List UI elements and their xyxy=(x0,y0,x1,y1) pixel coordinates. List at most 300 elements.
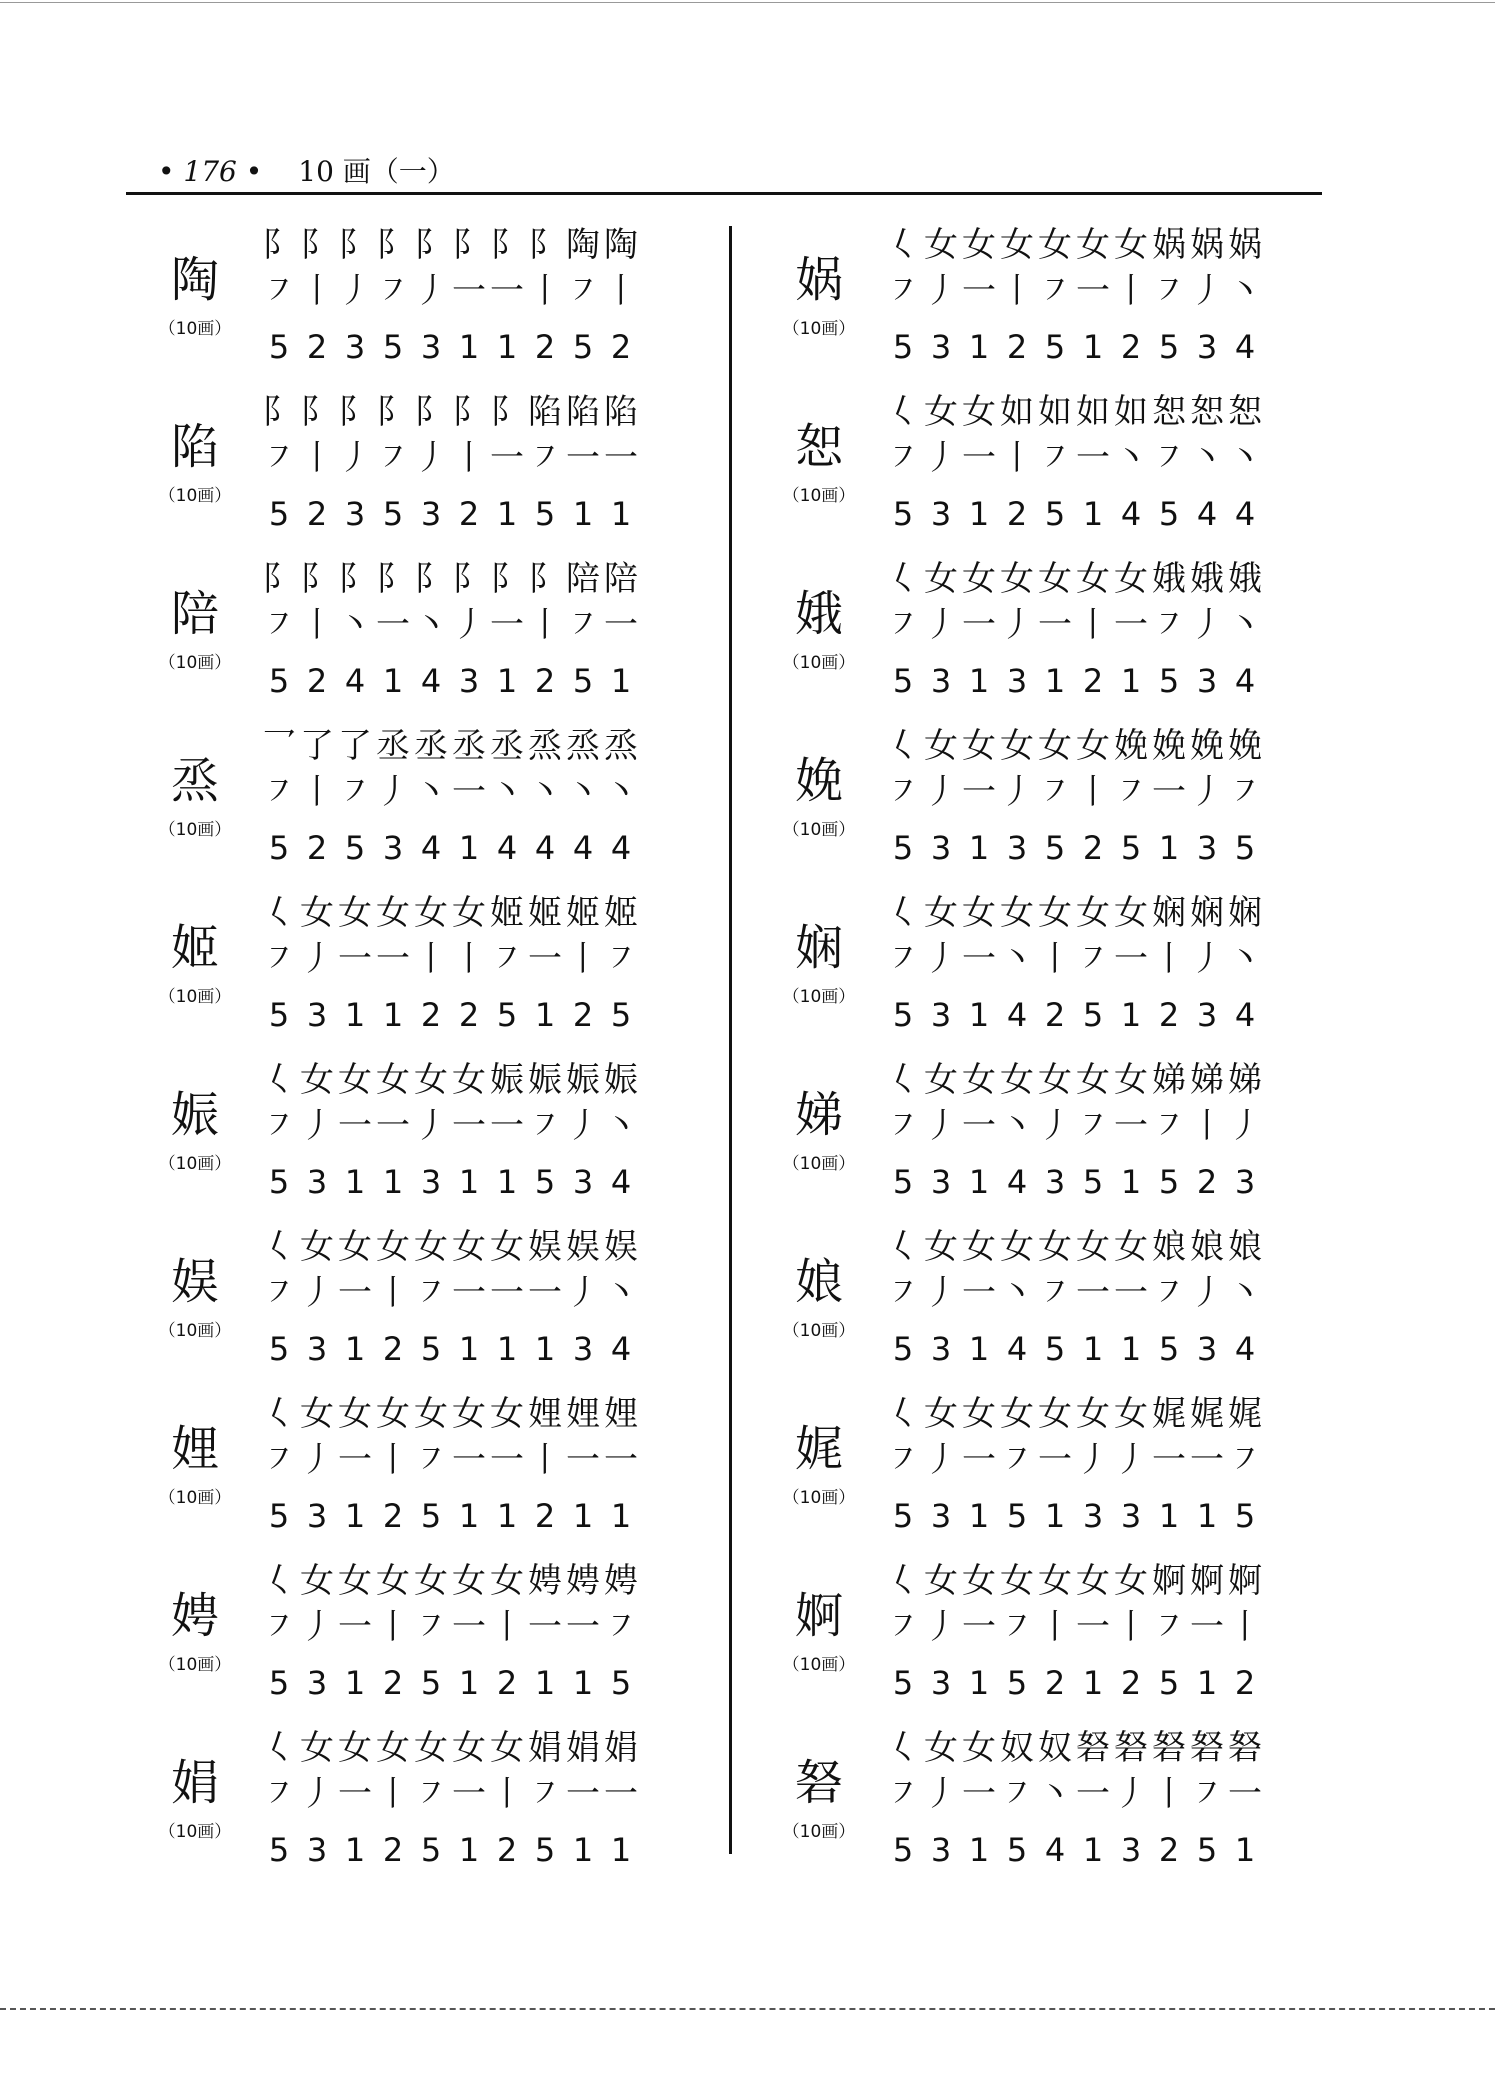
stroke-order-progression-cell: 娉 xyxy=(528,1561,562,1601)
stroke-shapes-row-cell: 一 xyxy=(452,1607,486,1647)
stroke-order-progression-cell: 娣 xyxy=(1190,1060,1224,1100)
stroke-order-progression xyxy=(884,1391,1264,1437)
stroke-shapes-row-cell: 丶 xyxy=(566,772,600,812)
stroke-shapes-row-cell: 丨 xyxy=(1076,605,1110,645)
stroke-order-progression-cell: 娲 xyxy=(1190,225,1224,265)
stroke-codes-row-cell: 3 xyxy=(306,1330,328,1368)
stroke-shapes-row-cell: 一 xyxy=(962,1607,996,1647)
stroke-order-progression-cell: 女 xyxy=(338,1394,372,1434)
stroke-codes-row-cell: 3 xyxy=(420,495,442,533)
stroke-shapes-row-cell: 丿 xyxy=(1190,772,1224,812)
stroke-codes-row-cell: 5 xyxy=(268,1831,290,1869)
stroke-codes-row-cell: 5 xyxy=(892,1831,914,1869)
stroke-codes-row-cell: 5 xyxy=(268,829,290,867)
stroke-codes-row-cell: 1 xyxy=(610,1831,632,1869)
stroke-order-progression-cell: ⻖ xyxy=(262,225,296,265)
stroke-codes-row-cell: 2 xyxy=(382,1330,404,1368)
stroke-shapes-row-cell: ㇇ xyxy=(262,1106,296,1146)
stroke-order-progression xyxy=(260,1224,640,1270)
stroke-codes-row-cell: 5 xyxy=(1082,1163,1104,1201)
stroke-codes-row-cell: 5 xyxy=(610,1664,632,1702)
stroke-shapes-row-cell: 丨 xyxy=(490,1774,524,1814)
stroke-shapes-row-cell: 丨 xyxy=(1000,271,1034,311)
stroke-order-progression-cell: 女 xyxy=(1076,1060,1110,1100)
stroke-codes-row-cell: 3 xyxy=(930,1664,952,1702)
stroke-shapes-row-cell: 一 xyxy=(1114,605,1148,645)
stroke-shapes-row-cell: ㇇ xyxy=(1228,1440,1262,1480)
stroke-codes-row-cell: 2 xyxy=(1082,662,1104,700)
stroke-codes-row-cell: 5 xyxy=(268,1664,290,1702)
stroke-shapes-row-cell: 丨 xyxy=(376,1607,410,1647)
stroke-order-progression-cell: 婀 xyxy=(1228,1561,1262,1601)
stroke-codes-row-cell: 1 xyxy=(382,662,404,700)
stroke-shapes-row xyxy=(260,1771,640,1817)
stroke-order-progression-cell: 女 xyxy=(924,392,958,432)
stroke-order-progression-cell: 女 xyxy=(376,1394,410,1434)
stroke-order-progression-cell: 女 xyxy=(338,1728,372,1768)
headword-character: 烝 xyxy=(170,753,219,809)
header-rule xyxy=(126,192,1322,195)
character-entry xyxy=(764,1558,1324,1708)
stroke-shapes-row xyxy=(884,1771,1264,1817)
stroke-codes-row-cell: 2 xyxy=(1158,1831,1180,1869)
stroke-codes-row-cell: 1 xyxy=(1082,495,1104,533)
stroke-codes-row xyxy=(260,493,640,535)
stroke-order-progression-cell: 女 xyxy=(962,1060,996,1100)
stroke-shapes-row-cell: 丶 xyxy=(414,605,448,645)
stroke-shapes-row-cell: 一 xyxy=(604,605,638,645)
stroke-codes-row-cell: 1 xyxy=(496,328,518,366)
bottom-rule xyxy=(0,2008,1495,2010)
character-entry xyxy=(764,1224,1324,1374)
stroke-codes-row xyxy=(884,660,1264,702)
stroke-order-progression-cell: 女 xyxy=(414,1227,448,1267)
stroke-order-progression-cell: 女 xyxy=(1038,1060,1072,1100)
stroke-shapes-row-cell: 丨 xyxy=(300,772,334,812)
stroke-order-progression-cell: 女 xyxy=(376,893,410,933)
stroke-shapes-row-cell: 丨 xyxy=(528,271,562,311)
stroke-codes-row-cell: 1 xyxy=(572,495,594,533)
stroke-codes-row-cell: 1 xyxy=(610,662,632,700)
stroke-order-progression-cell: 阝 xyxy=(338,225,372,265)
stroke-codes-row-cell: 2 xyxy=(306,829,328,867)
stroke-shapes-row-cell: ㇇ xyxy=(566,605,600,645)
stroke-shapes-row-cell: 丿 xyxy=(1190,271,1224,311)
stroke-shapes-row-cell: 一 xyxy=(1076,1774,1110,1814)
stroke-shapes-row-cell: ㇇ xyxy=(528,1774,562,1814)
stroke-shapes-row-cell: 一 xyxy=(338,1774,372,1814)
stroke-shapes-row-cell: 丨 xyxy=(414,939,448,979)
stroke-shapes-row-cell: 一 xyxy=(1038,605,1072,645)
stroke-order-progression-cell: 𡿨 xyxy=(262,1394,296,1434)
stroke-order-progression-cell: 女 xyxy=(452,893,486,933)
stroke-codes-row-cell: 1 xyxy=(382,996,404,1034)
stroke-order-progression-cell: 女 xyxy=(1000,1060,1034,1100)
stroke-shapes-row-cell: 丶 xyxy=(414,772,448,812)
stroke-order-progression-cell: 女 xyxy=(452,1728,486,1768)
character-entry xyxy=(140,1224,700,1374)
stroke-shapes-row-cell: 一 xyxy=(528,1273,562,1313)
stroke-shapes-row-cell: 丿 xyxy=(414,271,448,311)
stroke-order-progression-cell: 娘 xyxy=(1190,1227,1224,1267)
stroke-order-progression-cell: 娩 xyxy=(1114,726,1148,766)
stroke-codes-row-cell: 5 xyxy=(420,1330,442,1368)
stroke-codes-row-cell: 2 xyxy=(1044,1664,1066,1702)
stroke-codes-row-cell: 3 xyxy=(1044,1163,1066,1201)
stroke-shapes-row-cell: 丨 xyxy=(376,1774,410,1814)
stroke-codes-row-cell: 5 xyxy=(1158,662,1180,700)
stroke-order-progression-cell: 𡿨 xyxy=(886,1728,920,1768)
stroke-codes-row-cell: 1 xyxy=(344,1831,366,1869)
stroke-codes-row-cell: 2 xyxy=(534,662,556,700)
stroke-shapes-row-cell: 一 xyxy=(528,1607,562,1647)
stroke-order-progression-cell: 女 xyxy=(414,893,448,933)
stroke-codes-row-cell: 1 xyxy=(1196,1664,1218,1702)
stroke-shapes-row xyxy=(884,1437,1264,1483)
stroke-order-progression-cell: 阝 xyxy=(376,559,410,599)
stroke-shapes-row-cell: ㇇ xyxy=(414,1607,448,1647)
character-entry xyxy=(764,222,1324,372)
stroke-order-progression-cell: 𡿨 xyxy=(262,1060,296,1100)
stroke-order-progression xyxy=(884,1558,1264,1604)
stroke-codes-row-cell: 5 xyxy=(892,328,914,366)
stroke-order-progression-cell: 娉 xyxy=(566,1561,600,1601)
stroke-shapes-row-cell: 丶 xyxy=(604,1106,638,1146)
stroke-codes-row-cell: 5 xyxy=(268,328,290,366)
stroke-shapes-row xyxy=(884,1103,1264,1149)
stroke-codes-row-cell: 5 xyxy=(1158,1330,1180,1368)
stroke-shapes-row-cell: ㇇ xyxy=(1152,605,1186,645)
stroke-codes-row-cell: 2 xyxy=(496,1831,518,1869)
stroke-shapes-row-cell: 丨 xyxy=(452,939,486,979)
stroke-codes-row-cell: 4 xyxy=(1006,1163,1028,1201)
stroke-order-progression-cell: 娴 xyxy=(1190,893,1224,933)
stroke-order-progression-cell: 女 xyxy=(1076,559,1110,599)
stroke-shapes-row-cell: 丨 xyxy=(1152,939,1186,979)
stroke-order-progression-cell: 女 xyxy=(962,225,996,265)
stroke-shapes-row-cell: 丨 xyxy=(376,1273,410,1313)
stroke-shapes-row-cell: 一 xyxy=(962,438,996,478)
stroke-order-progression-cell: 女 xyxy=(300,893,334,933)
stroke-order-progression-cell: 女 xyxy=(300,1728,334,1768)
stroke-shapes-row-cell: 一 xyxy=(338,939,372,979)
stroke-count-tag: （10画） xyxy=(782,319,856,339)
stroke-count-tag: （10画） xyxy=(782,486,856,506)
stroke-order-progression xyxy=(884,222,1264,268)
stroke-shapes-row-cell: ㇇ xyxy=(338,772,372,812)
stroke-shapes-row-cell: 丶 xyxy=(1000,939,1034,979)
stroke-shapes-row-cell: 丿 xyxy=(452,605,486,645)
stroke-shapes-row-cell: 一 xyxy=(962,1273,996,1313)
stroke-order-progression-cell: 女 xyxy=(924,1227,958,1267)
stroke-order-progression-cell: 阝 xyxy=(528,559,562,599)
stroke-shapes-row-cell: 丿 xyxy=(1000,605,1034,645)
stroke-order-progression xyxy=(260,1558,640,1604)
stroke-shapes-row xyxy=(884,769,1264,815)
stroke-shapes-row-cell: 丿 xyxy=(300,939,334,979)
stroke-codes-row xyxy=(260,326,640,368)
stroke-codes-row-cell: 5 xyxy=(892,1497,914,1535)
stroke-shapes-row-cell: ㇇ xyxy=(1076,1106,1110,1146)
stroke-order-progression-cell: 女 xyxy=(414,1561,448,1601)
stroke-codes-row-cell: 1 xyxy=(458,328,480,366)
stroke-order-progression-cell: 女 xyxy=(300,1394,334,1434)
stroke-shapes-row-cell: 一 xyxy=(490,1273,524,1313)
stroke-codes-row-cell: 2 xyxy=(1196,1163,1218,1201)
stroke-codes-row-cell: 2 xyxy=(1234,1664,1256,1702)
stroke-codes-row xyxy=(260,994,640,1036)
stroke-shapes-row-cell: 丶 xyxy=(490,772,524,812)
stroke-order-progression-cell: 女 xyxy=(452,1060,486,1100)
stroke-codes-row-cell: 2 xyxy=(610,328,632,366)
stroke-codes-row-cell: 5 xyxy=(1006,1831,1028,1869)
character-entry xyxy=(140,222,700,372)
stroke-codes-row-cell: 1 xyxy=(968,1163,990,1201)
stroke-order-progression-cell: 女 xyxy=(924,1561,958,1601)
stroke-count-tag: （10画） xyxy=(158,319,232,339)
stroke-order-progression xyxy=(260,389,640,435)
stroke-shapes-row-cell: ㇇ xyxy=(1152,1273,1186,1313)
stroke-codes-row-cell: 3 xyxy=(930,996,952,1034)
character-entry xyxy=(140,1391,700,1541)
stroke-shapes-row-cell: 一 xyxy=(1152,772,1186,812)
stroke-order-progression-cell: 姬 xyxy=(604,893,638,933)
stroke-shapes-row-cell: 一 xyxy=(604,1440,638,1480)
stroke-shapes-row-cell: 一 xyxy=(1114,939,1148,979)
stroke-order-progression-cell: 女 xyxy=(338,893,372,933)
stroke-shapes-row-cell: 一 xyxy=(1228,1774,1262,1814)
headword-character: 娩 xyxy=(794,753,843,809)
headword-character: 娴 xyxy=(794,920,843,976)
stroke-codes-row-cell: 4 xyxy=(344,662,366,700)
stroke-codes-row xyxy=(884,1328,1264,1370)
stroke-order-progression-cell: 阝 xyxy=(338,559,372,599)
stroke-shapes-row-cell: 一 xyxy=(338,1106,372,1146)
stroke-codes-row-cell: 1 xyxy=(458,1330,480,1368)
stroke-shapes-row-cell: 一 xyxy=(490,605,524,645)
stroke-shapes-row-cell: 丶 xyxy=(338,605,372,645)
stroke-order-progression-cell: 娟 xyxy=(604,1728,638,1768)
stroke-order-progression-cell: 阝 xyxy=(338,392,372,432)
stroke-shapes-row-cell: 丨 xyxy=(528,605,562,645)
stroke-order-progression-cell: 娥 xyxy=(1228,559,1262,599)
stroke-order-progression-cell: 女 xyxy=(1000,1561,1034,1601)
stroke-order-progression-cell: 阝 xyxy=(490,392,524,432)
stroke-codes-row-cell: 1 xyxy=(1082,1664,1104,1702)
stroke-order-progression-cell: 丞 xyxy=(376,726,410,766)
stroke-order-progression-cell: 阝 xyxy=(452,559,486,599)
stroke-shapes-row-cell: 一 xyxy=(962,605,996,645)
stroke-shapes-row-cell: 丿 xyxy=(300,1106,334,1146)
stroke-codes-row xyxy=(884,493,1264,535)
stroke-order-progression-cell: 丞 xyxy=(490,726,524,766)
stroke-shapes-row-cell: ㇇ xyxy=(1038,271,1072,311)
stroke-codes-row-cell: 3 xyxy=(1196,996,1218,1034)
stroke-shapes-row-cell: 一 xyxy=(452,1273,486,1313)
stroke-codes-row-cell: 1 xyxy=(1120,662,1142,700)
stroke-order-progression-cell: 娉 xyxy=(604,1561,638,1601)
stroke-codes-row-cell: 3 xyxy=(572,1163,594,1201)
stroke-codes-row-cell: 1 xyxy=(534,1330,556,1368)
stroke-shapes-row-cell: ㇇ xyxy=(262,939,296,979)
character-entry xyxy=(764,1725,1324,1875)
headword-character: 娟 xyxy=(170,1755,219,1811)
stroke-codes-row-cell: 4 xyxy=(534,829,556,867)
stroke-shapes-row-cell: ㇇ xyxy=(1000,1774,1034,1814)
stroke-order-progression-cell: 𡿨 xyxy=(886,893,920,933)
stroke-codes-row-cell: 1 xyxy=(1082,1831,1104,1869)
stroke-codes-row-cell: 5 xyxy=(268,1497,290,1535)
stroke-order-progression-cell: 如 xyxy=(1000,392,1034,432)
stroke-codes-row-cell: 5 xyxy=(534,1163,556,1201)
stroke-codes-row-cell: 1 xyxy=(968,1831,990,1869)
stroke-codes-row-cell: 4 xyxy=(610,1330,632,1368)
stroke-order-progression-cell: 了 xyxy=(338,726,372,766)
stroke-codes-row-cell: 5 xyxy=(1158,495,1180,533)
stroke-codes-row-cell: 3 xyxy=(306,996,328,1034)
stroke-codes-row-cell: 1 xyxy=(968,1664,990,1702)
stroke-order-progression-cell: 女 xyxy=(376,1060,410,1100)
stroke-codes-row-cell: 5 xyxy=(892,829,914,867)
stroke-shapes-row-cell: 丿 xyxy=(924,1273,958,1313)
stroke-codes-row-cell: 1 xyxy=(968,829,990,867)
headword-character: 娣 xyxy=(794,1087,843,1143)
stroke-shapes-row-cell: 丿 xyxy=(1190,939,1224,979)
stroke-codes-row-cell: 5 xyxy=(1044,328,1066,366)
headword-character: 娱 xyxy=(170,1254,219,1310)
stroke-order-progression-cell: 女 xyxy=(962,726,996,766)
stroke-codes-row-cell: 5 xyxy=(1044,1330,1066,1368)
stroke-order-progression-cell: 女 xyxy=(1114,1561,1148,1601)
stroke-codes-row xyxy=(260,1495,640,1537)
stroke-shapes-row-cell: 丨 xyxy=(1038,939,1072,979)
stroke-shapes-row-cell: 丿 xyxy=(924,271,958,311)
stroke-codes-row-cell: 1 xyxy=(1234,1831,1256,1869)
stroke-codes-row-cell: 1 xyxy=(572,1831,594,1869)
stroke-order-progression xyxy=(260,1057,640,1103)
headword-character: 姬 xyxy=(170,920,219,976)
stroke-order-progression-cell: 阝 xyxy=(490,559,524,599)
stroke-order-progression-cell: 阝 xyxy=(300,225,334,265)
stroke-shapes-row-cell: ㇇ xyxy=(886,1106,920,1146)
stroke-codes-row xyxy=(884,1161,1264,1203)
stroke-shapes-row-cell: ㇇ xyxy=(262,772,296,812)
stroke-count-tag: （10画） xyxy=(782,820,856,840)
stroke-codes-row-cell: 2 xyxy=(534,328,556,366)
stroke-count-tag: （10画） xyxy=(158,653,232,673)
stroke-order-progression-cell: 砮 xyxy=(1190,1728,1224,1768)
stroke-codes-row-cell: 5 xyxy=(382,495,404,533)
stroke-order-progression-cell: 砮 xyxy=(1228,1728,1262,1768)
stroke-shapes-row-cell: 丨 xyxy=(452,438,486,478)
stroke-count-tag: （10画） xyxy=(158,987,232,1007)
stroke-codes-row-cell: 4 xyxy=(610,829,632,867)
stroke-codes-row-cell: 5 xyxy=(1158,1664,1180,1702)
stroke-codes-row-cell: 4 xyxy=(420,829,442,867)
stroke-order-progression-cell: 阝 xyxy=(452,392,486,432)
stroke-shapes-row-cell: 一 xyxy=(962,1440,996,1480)
stroke-order-progression-cell: 奴 xyxy=(1038,1728,1072,1768)
stroke-shapes-row-cell: 丨 xyxy=(300,271,334,311)
stroke-codes-row-cell: 4 xyxy=(1120,495,1142,533)
stroke-shapes-row xyxy=(260,1103,640,1149)
stroke-order-progression-cell: 陶 xyxy=(566,225,600,265)
stroke-shapes-row-cell: 一 xyxy=(452,1106,486,1146)
stroke-shapes-row-cell: ㇇ xyxy=(262,605,296,645)
stroke-codes-row-cell: 1 xyxy=(1158,829,1180,867)
stroke-shapes-row-cell: 一 xyxy=(1152,1440,1186,1480)
stroke-order-progression-cell: 𡿨 xyxy=(262,893,296,933)
stroke-shapes-row-cell: 丿 xyxy=(924,605,958,645)
stroke-order-progression-cell: 女 xyxy=(1076,225,1110,265)
stroke-shapes-row-cell: 丿 xyxy=(566,1106,600,1146)
stroke-shapes-row-cell: ㇇ xyxy=(1038,1273,1072,1313)
stroke-order-progression-cell: 𡿨 xyxy=(886,1394,920,1434)
stroke-order-progression-cell: 女 xyxy=(490,1728,524,1768)
stroke-shapes-row-cell: ㇇ xyxy=(376,271,410,311)
stroke-order-progression-cell: 女 xyxy=(414,1728,448,1768)
stroke-order-progression-cell: 女 xyxy=(338,1561,372,1601)
stroke-codes-row-cell: 3 xyxy=(382,829,404,867)
stroke-codes-row-cell: 1 xyxy=(458,829,480,867)
stroke-codes-row-cell: 1 xyxy=(968,996,990,1034)
stroke-shapes-row-cell: 丿 xyxy=(924,772,958,812)
stroke-shapes-row-cell: ㇇ xyxy=(528,1106,562,1146)
stroke-order-progression-cell: 女 xyxy=(1038,225,1072,265)
stroke-order-progression-cell: 娩 xyxy=(1152,726,1186,766)
character-entry xyxy=(140,890,700,1040)
stroke-codes-row-cell: 2 xyxy=(306,662,328,700)
stroke-codes-row-cell: 2 xyxy=(382,1497,404,1535)
stroke-codes-row-cell: 1 xyxy=(458,1163,480,1201)
stroke-shapes-row-cell: 一 xyxy=(452,271,486,311)
stroke-codes-row-cell: 4 xyxy=(610,1163,632,1201)
stroke-codes-row-cell: 1 xyxy=(534,996,556,1034)
stroke-order-progression-cell: 如 xyxy=(1038,392,1072,432)
stroke-shapes-row-cell: ㇇ xyxy=(1152,438,1186,478)
stroke-order-progression-cell: 娣 xyxy=(1228,1060,1262,1100)
stroke-order-progression-cell: 如 xyxy=(1114,392,1148,432)
stroke-order-progression-cell: 𡿨 xyxy=(886,559,920,599)
stroke-codes-row-cell: 5 xyxy=(892,1163,914,1201)
stroke-order-progression-cell: 阝 xyxy=(376,392,410,432)
stroke-count-tag: （10画） xyxy=(158,486,232,506)
stroke-shapes-row-cell: ㇇ xyxy=(886,772,920,812)
character-entry xyxy=(140,389,700,539)
stroke-order-progression-cell: 女 xyxy=(962,1227,996,1267)
stroke-codes-row-cell: 5 xyxy=(572,328,594,366)
stroke-shapes-row-cell: 丶 xyxy=(1228,605,1262,645)
stroke-codes-row-cell: 3 xyxy=(306,1831,328,1869)
stroke-order-progression-cell: ⻖ xyxy=(262,392,296,432)
stroke-order-progression-cell: 女 xyxy=(962,1728,996,1768)
stroke-order-progression-cell: 𡿨 xyxy=(262,1728,296,1768)
stroke-order-progression-cell: 女 xyxy=(1038,893,1072,933)
stroke-shapes-row-cell: ㇇ xyxy=(262,271,296,311)
stroke-shapes-row-cell: 一 xyxy=(962,939,996,979)
headword-character: 陶 xyxy=(170,252,219,308)
stroke-order-progression-cell: 女 xyxy=(376,1561,410,1601)
stroke-order-progression-cell: 女 xyxy=(414,1394,448,1434)
stroke-codes-row-cell: 3 xyxy=(306,1497,328,1535)
stroke-codes-row-cell: 5 xyxy=(534,1831,556,1869)
stroke-codes-row-cell: 1 xyxy=(968,1497,990,1535)
stroke-codes-row-cell: 4 xyxy=(420,662,442,700)
stroke-shapes-row-cell: ㇇ xyxy=(528,438,562,478)
stroke-codes-row-cell: 2 xyxy=(458,495,480,533)
stroke-codes-row-cell: 2 xyxy=(382,1664,404,1702)
stroke-codes-row-cell: 4 xyxy=(1006,996,1028,1034)
